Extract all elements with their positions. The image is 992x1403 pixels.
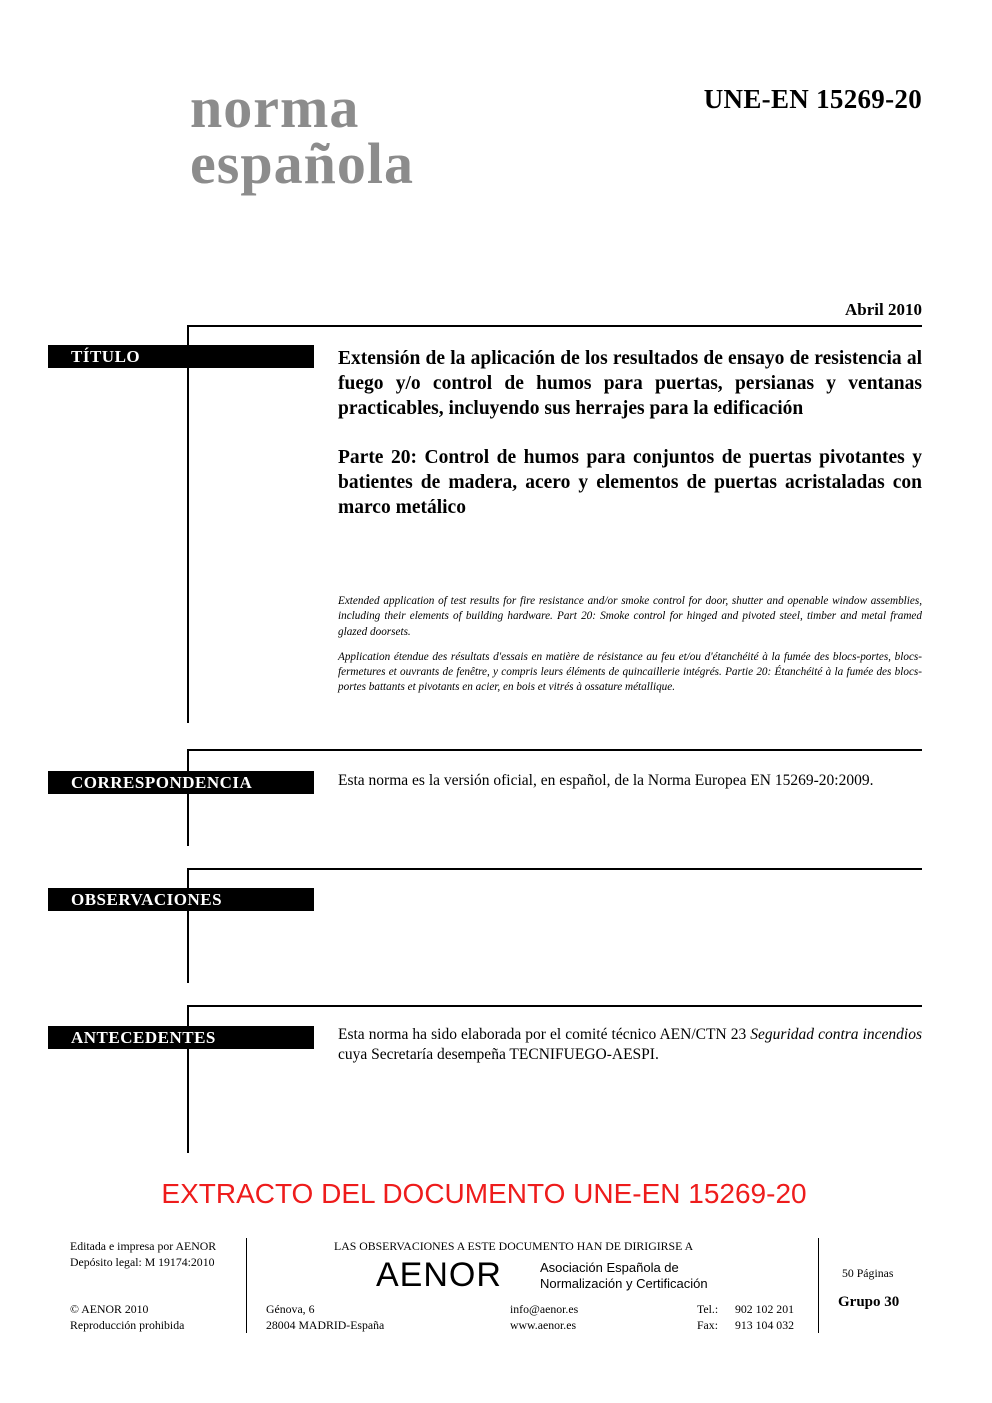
footer-online bbox=[510, 1301, 578, 1333]
footer-deposito: Depósito legal: M 19174:2010 bbox=[70, 1255, 215, 1269]
footer-copyright: © AENOR 2010 bbox=[70, 1302, 149, 1316]
section-divider-titulo bbox=[187, 325, 922, 327]
tel-number: 902 102 201 bbox=[735, 1302, 794, 1316]
address-line-2: 28004 MADRID-España bbox=[266, 1318, 385, 1332]
title-part-2: Parte 20: Control de humos para conjuntos de puertas pivotantes y batientes de madera, acero y elementos de puertas acristaladas con marco metálico bbox=[338, 447, 922, 518]
footer-rights bbox=[70, 1301, 184, 1333]
antecedentes-text-end: cuya Secretaría desempeña TECNIFUEGO-AESPI. bbox=[338, 1046, 659, 1063]
org-line-2: Normalización y Certificación bbox=[540, 1276, 708, 1291]
footer-edited: Editada e impresa por AENOR bbox=[70, 1239, 217, 1253]
footer-reproduction: Reproducción prohibida bbox=[70, 1318, 185, 1332]
aenor-organization bbox=[540, 1260, 708, 1292]
section-label-titulo: TÍTULO bbox=[48, 345, 314, 368]
section-label-correspondencia: CORRESPONDENCIA bbox=[48, 771, 314, 794]
fax-number: 913 104 032 bbox=[735, 1318, 794, 1332]
alternate-titles bbox=[338, 594, 922, 706]
section-label-observaciones: OBSERVACIONES bbox=[48, 888, 314, 911]
footer-divider-right bbox=[818, 1238, 819, 1333]
footer-address bbox=[266, 1301, 384, 1333]
standard-code: UNE-EN 15269-20 bbox=[703, 84, 922, 114]
aenor-logo: AENOR bbox=[376, 1256, 502, 1294]
tel-label: Tel.: bbox=[697, 1302, 719, 1316]
footer-phone-labels bbox=[697, 1301, 718, 1333]
title-french: Application étendue des résultats d'essais en matière de résistance au feu et/ou d'étanchéité à la fumée des blocs-portes, blocs-fermetures et ouvrants de fenêtre, y compris leurs éléments de quincaillerie intégrés. Partie 20: Étanchéité à la fumée des blocs-portes battants et pivotants en acier, en bois et vitrés à ossature métallique. bbox=[338, 650, 922, 694]
title-english: Extended application of test results for fire resistance and/or smoke control for door, shutter and openable window assemblies, including their elements of building hardware. Part 20: Smoke control for hinged and pivoted steel, timber and metal framed glazed doorsets. bbox=[338, 595, 922, 638]
address-line-1: Génova, 6 bbox=[266, 1302, 315, 1316]
correspondencia-text: Esta norma es la versión oficial, en español, de la Norma Europea EN 15269-20:2009. bbox=[338, 772, 874, 789]
section-rule-observaciones bbox=[187, 868, 189, 983]
antecedentes-committee-name: Seguridad contra incendios bbox=[750, 1026, 922, 1043]
extract-watermark: EXTRACTO DEL DOCUMENTO UNE-EN 15269-20 bbox=[161, 1178, 807, 1209]
fax-label: Fax: bbox=[697, 1318, 718, 1332]
section-divider-observaciones bbox=[187, 868, 922, 870]
publication-date: Abril 2010 bbox=[845, 300, 922, 319]
brand-wordmark bbox=[190, 75, 414, 196]
footer-website[interactable]: www.aenor.es bbox=[510, 1318, 577, 1332]
footer-divider-left bbox=[246, 1238, 247, 1333]
antecedentes-text-start: Esta norma ha sido elaborada por el comité técnico AEN/CTN 23 bbox=[338, 1026, 751, 1043]
title-part-1: Extensión de la aplicación de los resultados de ensayo de resistencia al fuego y/o control de humos para puertas, persianas y ventanas practicables, incluyendo sus herrajes para la edificación bbox=[338, 348, 922, 419]
footer-phone-numbers bbox=[735, 1301, 794, 1333]
footer-contact-header: LAS OBSERVACIONES A ESTE DOCUMENTO HAN DE DIRIGIRSE A bbox=[334, 1239, 694, 1253]
brand-line-2: española bbox=[190, 131, 414, 196]
section-rule-correspondencia bbox=[187, 749, 189, 846]
section-divider-correspondencia bbox=[187, 749, 922, 751]
document-title bbox=[338, 346, 922, 544]
price-group: Grupo 30 bbox=[838, 1294, 900, 1310]
footer-publisher bbox=[70, 1238, 216, 1270]
brand-line-1: norma bbox=[190, 75, 360, 140]
section-label-antecedentes: ANTECEDENTES bbox=[48, 1026, 314, 1049]
page-count: 50 Páginas bbox=[842, 1266, 894, 1280]
footer-email[interactable]: info@aenor.es bbox=[510, 1302, 579, 1316]
section-divider-antecedentes bbox=[187, 1005, 922, 1007]
antecedentes-text bbox=[338, 1025, 922, 1065]
org-line-1: Asociación Española de bbox=[540, 1260, 679, 1275]
section-rule-titulo bbox=[187, 325, 189, 723]
